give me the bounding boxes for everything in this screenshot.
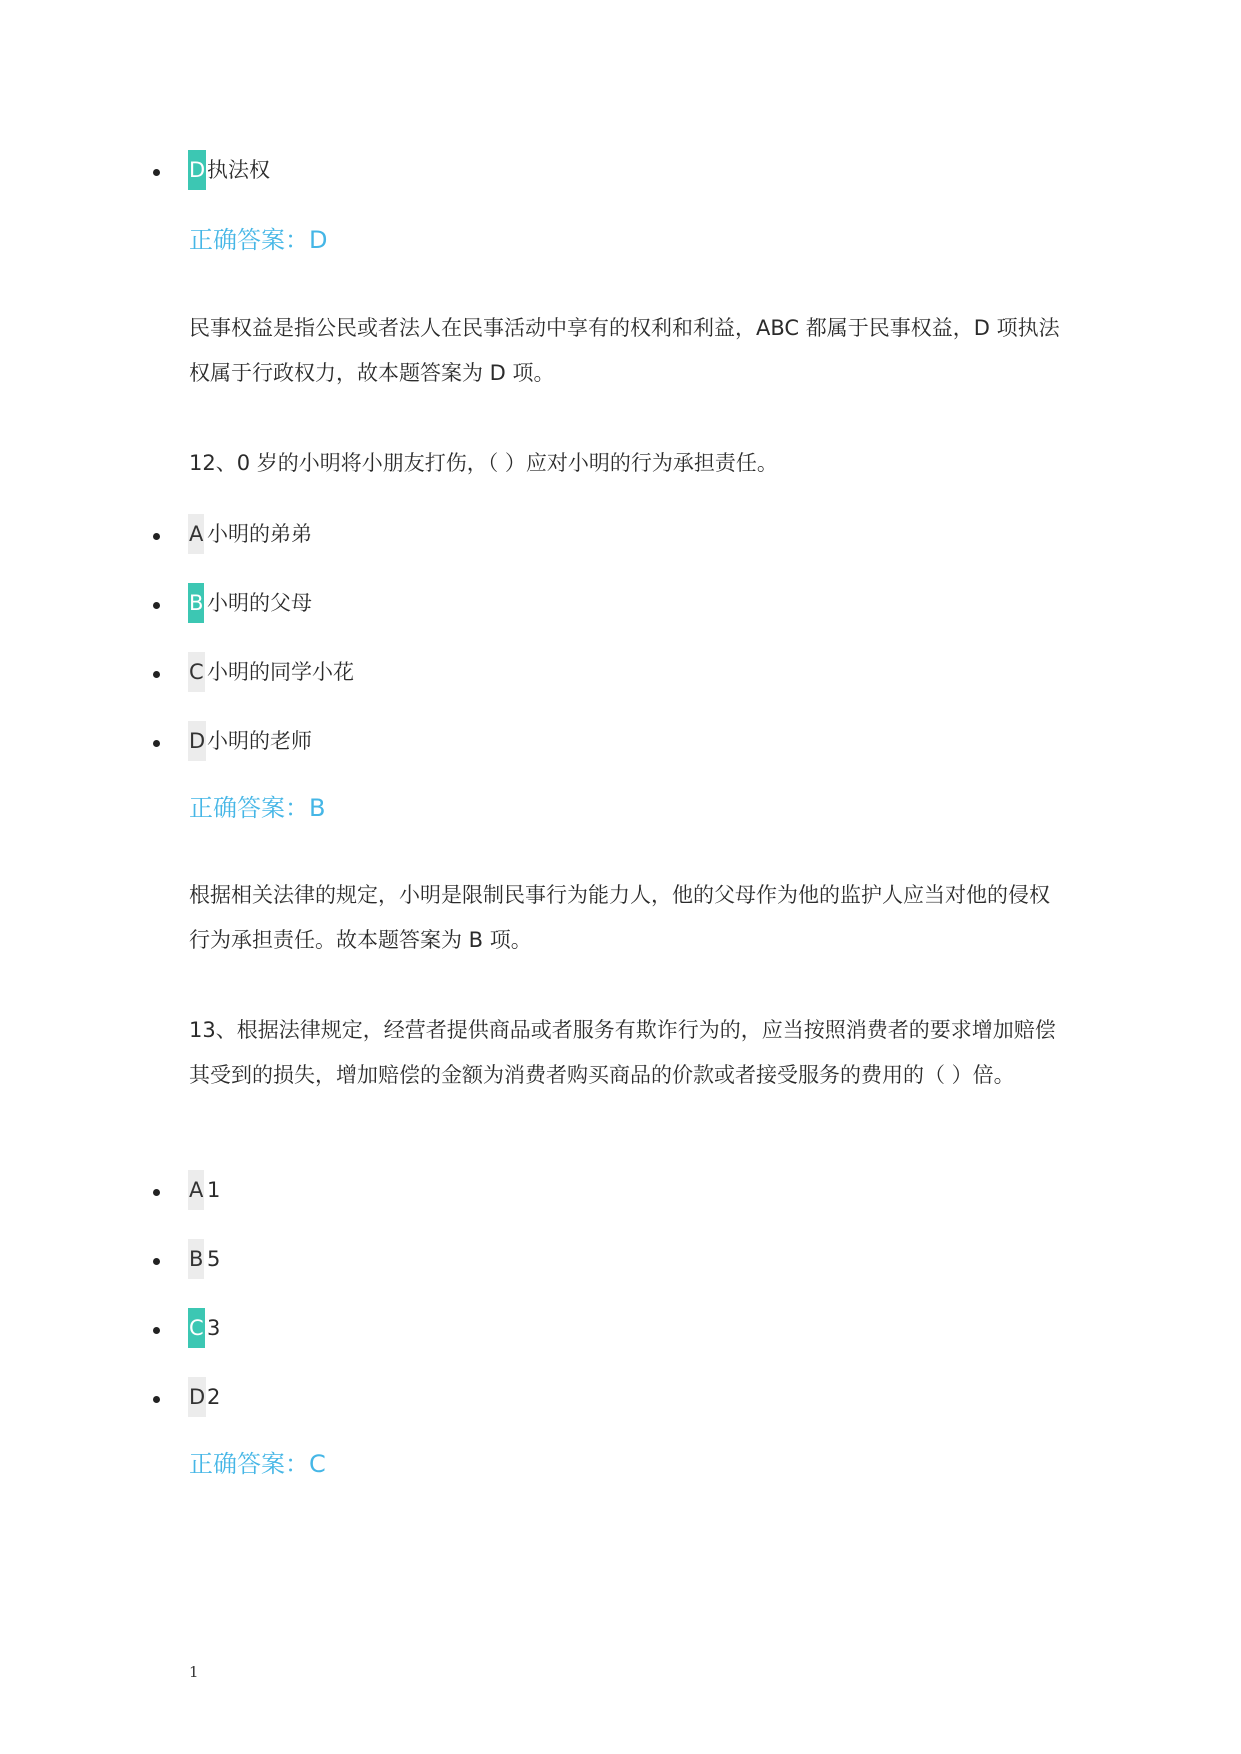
option-text: 3 bbox=[207, 1316, 221, 1340]
bullet-icon bbox=[153, 1396, 160, 1403]
explanation-q12: 根据相关法律的规定，小明是限制民事行为能力人，他的父母作为他的监护人应当对他的侵权行为承担责任。故本题答案为 B 项。 bbox=[189, 883, 1050, 952]
option-item-q11-d[interactable] bbox=[148, 150, 270, 190]
option-letter: C bbox=[188, 652, 205, 692]
option-letter: C bbox=[188, 1308, 205, 1348]
option-letter: A bbox=[188, 1170, 204, 1210]
correct-answer-q12: 正确答案：B bbox=[189, 794, 326, 822]
option-text: 小明的弟弟 bbox=[207, 522, 312, 546]
option-letter: B bbox=[188, 583, 204, 623]
option-letter: D bbox=[188, 721, 206, 761]
option-item-q13-d[interactable] bbox=[148, 1377, 221, 1417]
bullet-icon bbox=[153, 533, 160, 540]
option-letter: D bbox=[188, 1377, 206, 1417]
correct-answer-q11: 正确答案：D bbox=[189, 226, 328, 254]
option-letter: D bbox=[188, 150, 206, 190]
option-text: 执法权 bbox=[207, 158, 270, 182]
bullet-icon bbox=[153, 1327, 160, 1334]
option-item-q12-a[interactable] bbox=[148, 514, 312, 554]
question-12: 12、0 岁的小明将小朋友打伤，（ ）应对小明的行为承担责任。 bbox=[189, 451, 778, 475]
option-item-q13-c[interactable] bbox=[148, 1308, 221, 1348]
option-item-q13-a[interactable] bbox=[148, 1170, 221, 1210]
bullet-icon bbox=[153, 671, 160, 678]
option-text: 2 bbox=[207, 1385, 221, 1409]
option-item-q13-b[interactable] bbox=[148, 1239, 221, 1279]
question-13: 13、根据法律规定，经营者提供商品或者服务有欺诈行为的，应当按照消费者的要求增加赔偿其受到的损失，增加赔偿的金额为消费者购买商品的价款或者接受服务的费用的（ ）倍。 bbox=[189, 1018, 1056, 1087]
bullet-icon bbox=[153, 740, 160, 747]
option-text: 1 bbox=[207, 1178, 221, 1202]
option-item-q12-d[interactable] bbox=[148, 721, 312, 761]
bullet-icon bbox=[153, 169, 160, 176]
bullet-icon bbox=[153, 1189, 160, 1196]
explanation-q11: 民事权益是指公民或者法人在民事活动中享有的权利和利益，ABC 都属于民事权益，D 项执法权属于行政权力，故本题答案为 D 项。 bbox=[189, 316, 1060, 385]
option-item-q12-b[interactable] bbox=[148, 583, 312, 623]
option-text: 小明的父母 bbox=[207, 591, 312, 615]
option-letter: A bbox=[188, 514, 204, 554]
option-text: 5 bbox=[207, 1247, 221, 1271]
option-item-q12-c[interactable] bbox=[148, 652, 354, 692]
option-text: 小明的老师 bbox=[207, 729, 312, 753]
bullet-icon bbox=[153, 602, 160, 609]
correct-answer-q13: 正确答案：C bbox=[189, 1450, 326, 1478]
option-text: 小明的同学小花 bbox=[207, 660, 354, 684]
option-letter: B bbox=[188, 1239, 204, 1279]
bullet-icon bbox=[153, 1258, 160, 1265]
page-number: 1 bbox=[189, 1663, 199, 1681]
